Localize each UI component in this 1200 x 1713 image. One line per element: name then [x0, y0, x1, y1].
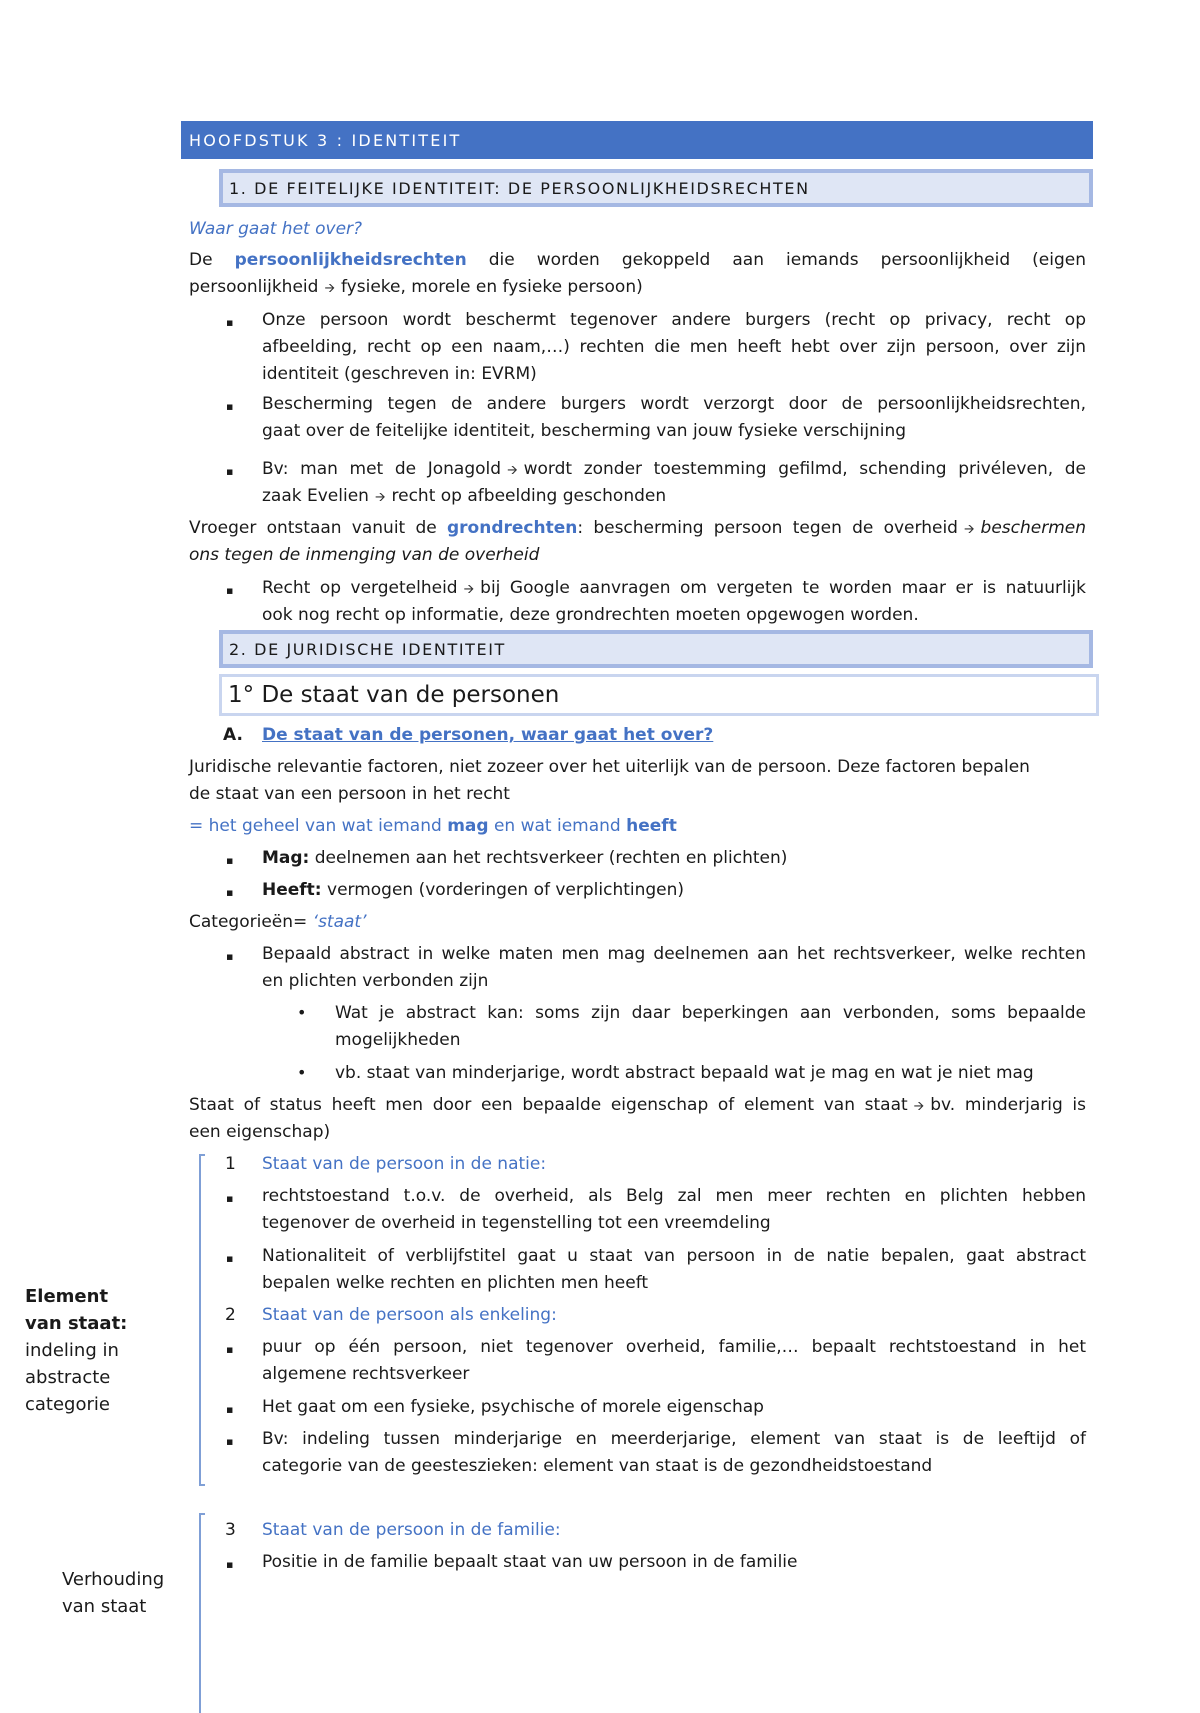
vroeger-line-1: Vroeger ontstaan vanuit de grondrechten: bescherming persoon tegen de overheid 🡪 beschermen	[189, 518, 1087, 538]
juridische-line-2: de staat van een persoon in het recht	[189, 784, 510, 804]
subheading-staat-van-personen: 1° De staat van de personen	[219, 674, 1099, 716]
bullet-1-line-1: Onze persoon wordt beschermt tegenover andere burgers (recht op privacy, recht op	[262, 310, 1086, 330]
arrow-icon: 🡪	[963, 522, 975, 537]
categorieen-line: Categorieën= ‘staat’	[189, 912, 367, 932]
bullet-icon: ▪	[226, 316, 234, 329]
bullet-2-line-1: Bescherming tegen de andere burgers wordt verzorgt door de persoonlijkheidsrechten,	[262, 394, 1086, 414]
arrow-icon: 🡪	[913, 1099, 925, 1114]
arrow-icon: 🡪	[374, 490, 386, 505]
side-note-verhouding-line-2: van staat	[62, 1596, 147, 1617]
item-3-title: Staat van de persoon in de familie:	[262, 1520, 561, 1540]
bullet-icon: ▪	[226, 1403, 234, 1416]
status-line-2: een eigenschap)	[189, 1122, 331, 1142]
item-1-bullet-1-line-2: tegenover de overheid in tegenstelling tot een vreemdeling	[262, 1213, 771, 1233]
bepaald-line-1: Bepaald abstract in welke maten men mag deelnemen aan het rechtsverkeer, welke rechten	[262, 944, 1086, 964]
bullet-4-line-2: ook nog recht op informatie, deze grondrechten moeten opgewogen worden.	[262, 605, 919, 625]
bullet-icon: ▪	[226, 1435, 234, 1448]
bullet-1-line-3: identiteit (geschreven in: EVRM)	[262, 364, 537, 384]
term-grondrechten: grondrechten	[446, 518, 578, 538]
item-1-bullet-2-line-2: bepalen welke rechten en plichten men heeft	[262, 1273, 649, 1293]
bullet-icon: ▪	[226, 400, 234, 413]
section-heading-1: 1. DE FEITELIJKE IDENTITEIT: DE PERSOONLIJKHEIDSRECHTEN	[219, 169, 1093, 207]
sub-bullet-1-line-2: mogelijkheden	[335, 1030, 461, 1050]
bullet-3-line-2: zaak Evelien 🡪 recht op afbeelding geschonden	[262, 486, 667, 506]
item-1-bullet-1-line-1: rechtstoestand t.o.v. de overheid, als Belg zal men meer rechten en plichten hebben	[262, 1186, 1086, 1206]
vroeger-line-2: ons tegen de inmenging van de overheid	[189, 545, 540, 565]
arrow-icon: 🡪	[324, 281, 335, 296]
item-2-bullet-1-line-2: algemene rechtsverkeer	[262, 1364, 470, 1384]
side-note-element-line-4: abstracte	[25, 1367, 111, 1388]
bullet-2-line-2: gaat over de feitelijke identiteit, bescherming van jouw fysieke verschijning	[262, 421, 907, 441]
item-2-bullet-1-line-1: puur op één persoon, niet tegenover overheid, familie,… bepaalt rechtstoestand in het	[262, 1337, 1086, 1357]
bullet-icon: ▪	[226, 854, 234, 867]
term-persoonlijkheidsrechten: persoonlijkheidsrechten	[234, 250, 467, 270]
item-1-bullet-2-line-1: Nationaliteit of verblijfstitel gaat u staat van persoon in de natie bepalen, gaat abstract	[262, 1246, 1086, 1266]
bullet-4-line-1: Recht op vergetelheid 🡪 bij Google aanvragen om vergeten te worden maar er is natuurlijk	[262, 578, 1086, 598]
bullet-icon: ▪	[226, 1558, 234, 1571]
juridische-line-1: Juridische relevantie factoren, niet zozeer over het uiterlijk van de persoon. Deze factoren bepalen	[189, 757, 1030, 777]
bullet-icon: ▪	[226, 950, 234, 963]
item-2-bullet-2: Het gaat om een fysieke, psychische of morele eigenschap	[262, 1397, 764, 1417]
bracket-group-1	[199, 1154, 205, 1486]
side-note-verhouding-line-1: Verhouding	[62, 1569, 165, 1590]
chapter-title: HOOFDSTUK 3 : IDENTITEIT	[181, 121, 1093, 159]
item-2-bullet-3-line-2: categorie van de geesteszieken: element van staat is de gezondheidstoestand	[262, 1456, 933, 1476]
subsection-a-title: De staat van de personen, waar gaat het over?	[262, 725, 714, 745]
mag-item: Mag: deelnemen aan het rechtsverkeer (rechten en plichten)	[262, 848, 788, 868]
dot-bullet-icon: •	[297, 1063, 307, 1082]
section-heading-2: 2. DE JURIDISCHE IDENTITEIT	[219, 630, 1093, 668]
side-note-element-line-5: categorie	[25, 1394, 110, 1415]
bullet-icon: ▪	[226, 886, 234, 899]
dot-bullet-icon: •	[297, 1003, 307, 1022]
item-3-bullet-1: Positie in de familie bepaalt staat van uw persoon in de familie	[262, 1552, 798, 1572]
bullet-icon: ▪	[226, 1252, 234, 1265]
bullet-icon: ▪	[226, 1343, 234, 1356]
list-number-2: 2	[225, 1305, 236, 1325]
side-note-element-line-3: indeling in	[25, 1340, 119, 1361]
list-number-3: 3	[225, 1520, 236, 1540]
status-line-1: Staat of status heeft men door een bepaalde eigenschap of element van staat 🡪 bv. minderjarig is	[189, 1095, 1087, 1115]
bullet-icon: ▪	[226, 1192, 234, 1205]
heeft-item: Heeft: vermogen (vorderingen of verplichtingen)	[262, 880, 685, 900]
bullet-1-line-2: afbeelding, recht op een naam,…) rechten die men heeft hebt over zijn persoon, over zijn	[262, 337, 1086, 357]
geheel-line: = het geheel van wat iemand mag en wat iemand heeft	[189, 816, 677, 836]
bullet-icon: ▪	[226, 465, 234, 478]
bullet-3-line-1: Bv: man met de Jonagold 🡪 wordt zonder toestemming gefilmd, schending privéleven, de	[262, 459, 1087, 479]
bracket-group-2	[199, 1513, 205, 1713]
list-number-1: 1	[225, 1154, 236, 1174]
bepaald-line-2: en plichten verbonden zijn	[262, 971, 489, 991]
item-2-title: Staat van de persoon als enkeling:	[262, 1305, 557, 1325]
arrow-icon: 🡪	[507, 463, 518, 478]
side-note-element-line-2: van staat:	[25, 1313, 128, 1334]
list-label-a: A.	[223, 725, 243, 745]
sub-bullet-1-line-1: Wat je abstract kan: soms zijn daar beperkingen aan verbonden, soms bepaalde	[335, 1003, 1086, 1023]
intro-line-1: De persoonlijkheidsrechten die worden gekoppeld aan iemands persoonlijkheid (eigen	[189, 250, 1087, 270]
sub-bullet-2: vb. staat van minderjarige, wordt abstract bepaald wat je mag en wat je niet mag	[335, 1063, 1034, 1083]
arrow-icon: 🡪	[463, 582, 475, 597]
question-heading: Waar gaat het over?	[189, 219, 363, 239]
side-note-element-line-1: Element	[25, 1286, 109, 1307]
item-1-title: Staat van de persoon in de natie:	[262, 1154, 547, 1174]
item-2-bullet-3-line-1: Bv: indeling tussen minderjarige en meerderjarige, element van staat is de leeftijd of	[262, 1429, 1086, 1449]
bullet-icon: ▪	[226, 584, 234, 597]
intro-line-2: persoonlijkheid 🡪 fysieke, morele en fysieke persoon)	[189, 277, 643, 297]
